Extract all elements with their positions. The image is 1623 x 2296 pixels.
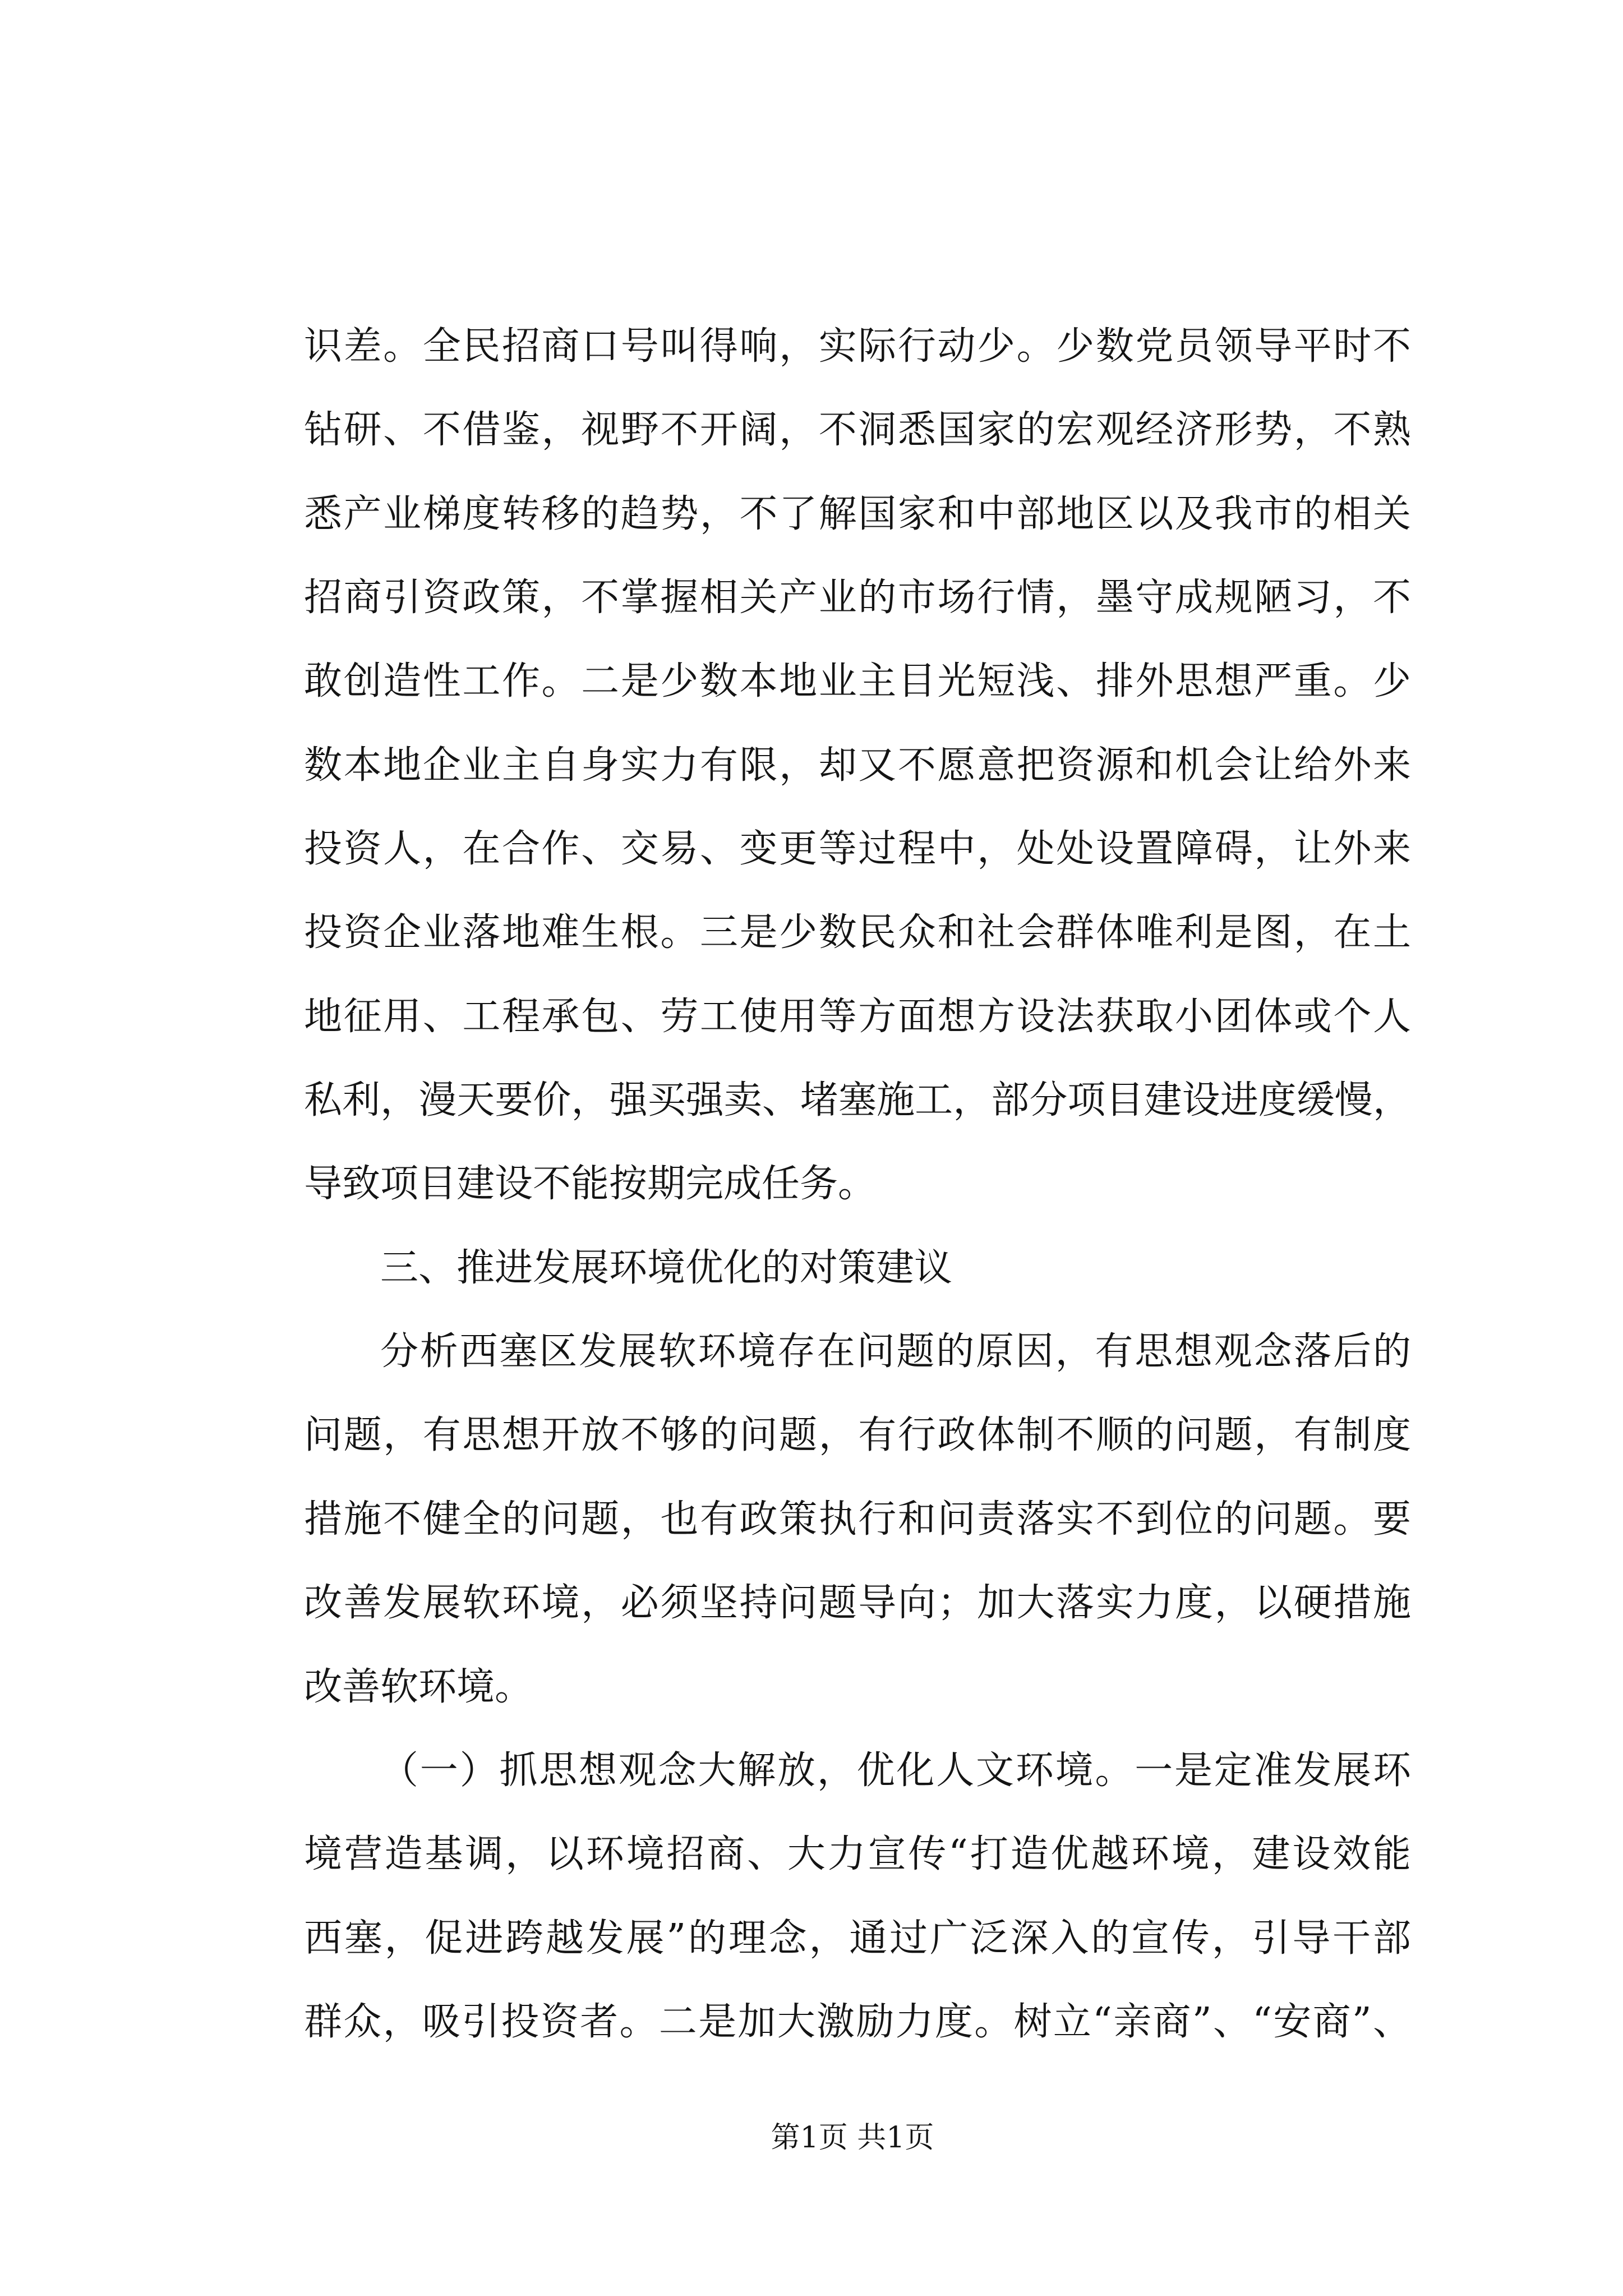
text-line: 敢创造性工作。二是少数本地业主目光短浅、排外思想严重。少 — [304, 659, 1411, 704]
text-line: 境营造基调，以环境招商、大力宣传“打造优越环境，建设效能 — [304, 1832, 1411, 1877]
text-line: 识差。全民招商口号叫得响，实际行动少。少数党员领导平时不 — [304, 324, 1411, 369]
text-line: 措施不健全的问题，也有政策执行和问责落实不到位的问题。要 — [304, 1497, 1411, 1542]
text-line: 悉产业梯度转移的趋势，不了解国家和中部地区以及我市的相关 — [304, 491, 1411, 536]
body-text — [304, 305, 1411, 2064]
text-line: 钻研、不借鉴，视野不开阔，不洞悉国家的宏观经济形势，不熟 — [304, 408, 1411, 453]
text-line: 分析西塞区发展软环境存在问题的原因，有思想观念落后的 — [380, 1329, 1411, 1374]
text-line: 导致项目建设不能按期完成任务。 — [304, 1162, 877, 1207]
text-line: 投资企业落地难生根。三是少数民众和社会群体唯利是图，在土 — [304, 910, 1411, 955]
text-line: 数本地企业主自身实力有限，却又不愿意把资源和机会让给外来 — [304, 743, 1411, 788]
text-line: 投资人，在合作、交易、变更等过程中，处处设置障碍，让外来 — [304, 827, 1411, 872]
text-line: 群众，吸引投资者。二是加大激励力度。树立“亲商”、“安商”、 — [304, 1999, 1411, 2044]
text-line: 私利，漫天要价，强买强卖、堵塞施工，部分项目建设进度缓慢， — [304, 1078, 1411, 1123]
text-line: 改善软环境。 — [304, 1664, 533, 1709]
section-heading: 三、推进发展环境优化的对策建议 — [380, 1245, 953, 1290]
text-line: 问题，有思想开放不够的问题，有行政体制不顺的问题，有制度 — [304, 1413, 1411, 1458]
text-line: 西塞，促进跨越发展”的理念，通过广泛深入的宣传，引导干部 — [304, 1916, 1411, 1961]
text-line: 招商引资政策，不掌握相关产业的市场行情，墨守成规陋习，不 — [304, 576, 1411, 620]
text-line: 改善发展软环境，必须坚持问题导向；加大落实力度，以硬措施 — [304, 1581, 1411, 1626]
text-line: （一）抓思想观念大解放，优化人文环境。一是定准发展环 — [380, 1748, 1411, 1793]
page-number: 第1页 共1页 — [771, 2121, 934, 2155]
text-line: 地征用、工程承包、劳工使用等方面想方设法获取小团体或个人 — [304, 994, 1411, 1039]
